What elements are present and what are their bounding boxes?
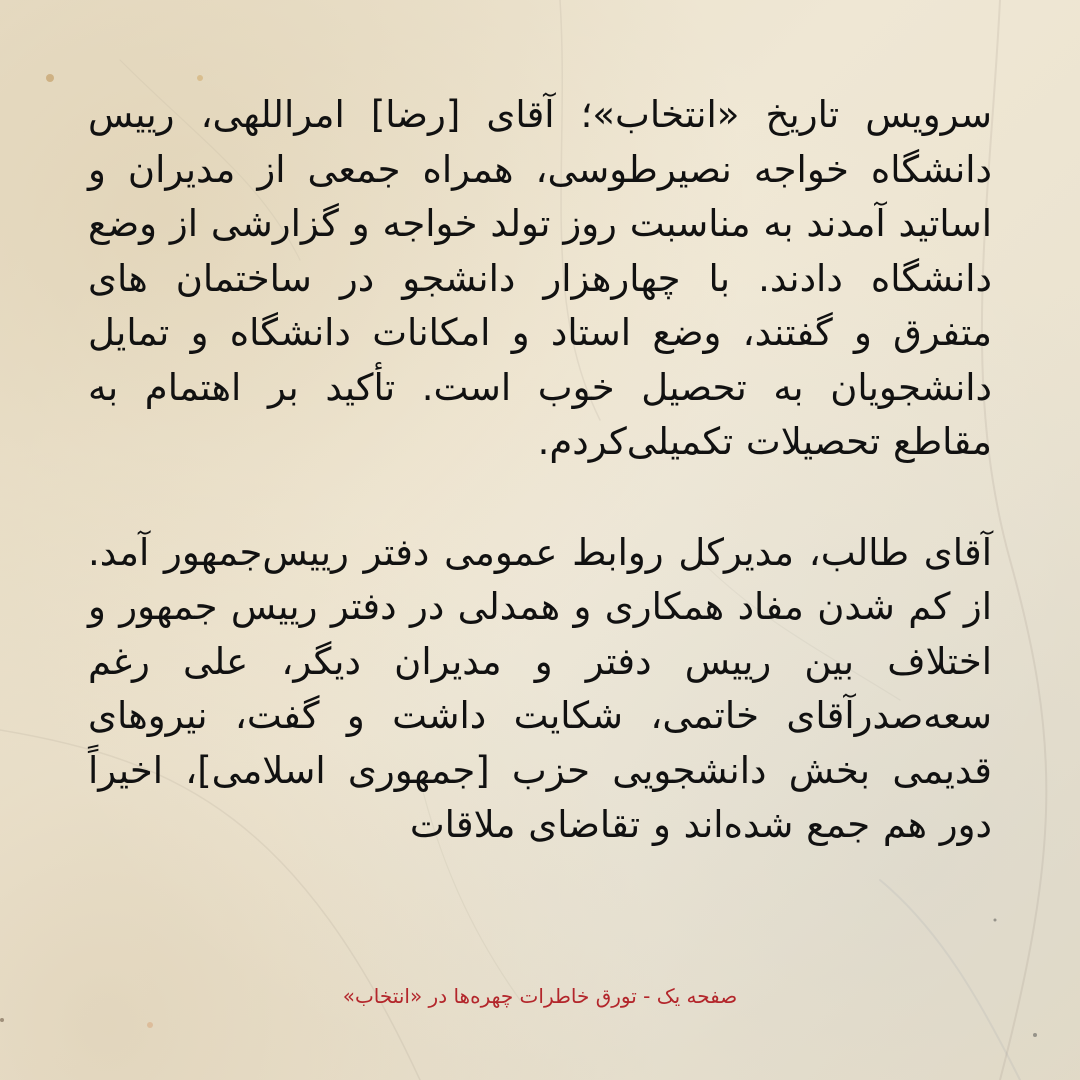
article-paragraph-1: سرویس تاریخ «انتخاب»؛ آقای [رضا] امراللهی، رییس دانشگاه خواجه نصیرطوسی، همراه جمعی از مدیران و اساتید آمدند به مناسبت روز تولد خواجه و گزارشی از وضع دانشگاه دادند. با چهارهزار دانشجو در ساختمان های متفرق و گفتند، وضع استاد و امکانات دانشگاه و تمایل دانشجویان به تحصیل خوب است. تأکید بر اهتمام به مقاطع تحصیلات تکمیلی‌کردم. [88, 93, 992, 463]
article-page [88, 88, 992, 853]
article-paragraph-2: آقای طالب، مدیرکل روابط عمومی دفتر رییس‌جمهور آمد. از کم شدن مفاد همکاری و همدلی در دفتر رییس جمهور و اختلاف بین رییس دفتر و مدیران دیگر، علی رغم سعه‌صدرآقای خاتمی، شکایت داشت و گفت، نیروهای قدیمی بخش دانشجویی حزب [جمهوری اسلامی]، اخیراً دور هم جمع شده‌اند و تقاضای ملاقات [88, 530, 992, 846]
page-caption: صفحه یک - تورق خاطرات چهره‌ها در «انتخاب» [342, 984, 738, 1008]
